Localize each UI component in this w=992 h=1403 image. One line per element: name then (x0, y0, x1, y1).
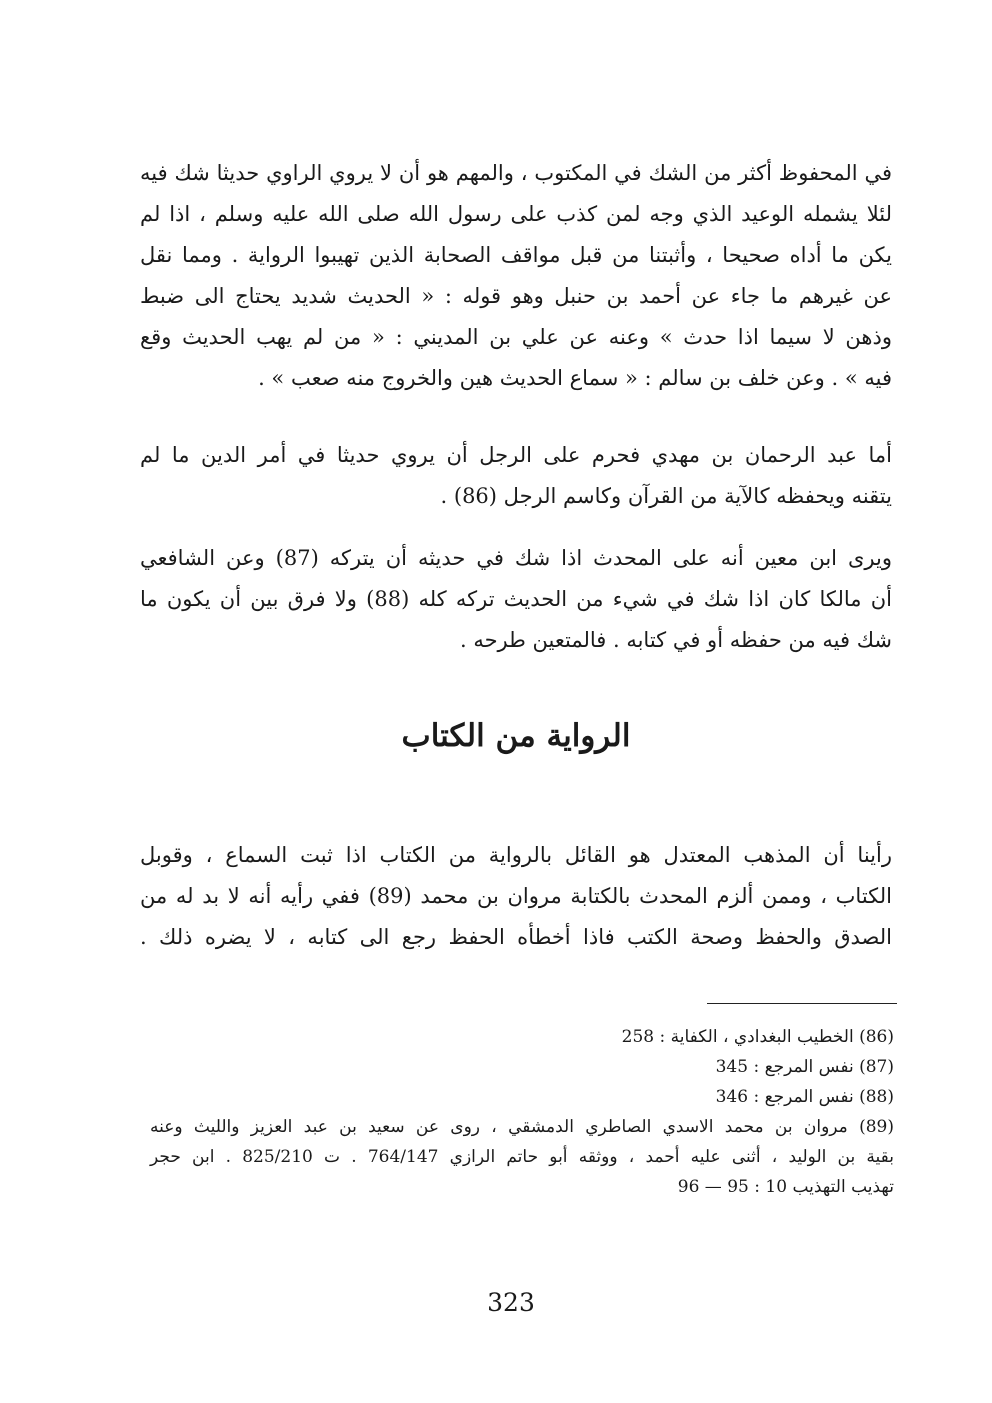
text-line: ويرى ابن معين أنه على المحدث اذا شك في حديثه أن يتركه (87) وعن الشافعي (140, 546, 892, 570)
text-line: لئلا يشمله الوعيد الذي وجه لمن كذب على رسول الله صلى الله عليه وسلم ، اذا لم (140, 202, 892, 226)
text-line: الصدق والحفظ وصحة الكتب فاذا أخطأه الحفظ رجع الى كتابه ، لا يضره ذلك . (140, 925, 892, 949)
footnote-89-continued: تهذيب التهذيب 10 : 95 — 96 (677, 1177, 894, 1197)
text-line: أما عبد الرحمان بن مهدي فحرم على الرجل أن يروي حديثا في أمر الدين ما لم (140, 443, 892, 467)
text-line: أن مالكا كان اذا شك في شيء من الحديث تركه كله (88) ولا فرق بين أن يكون ما (140, 587, 892, 611)
text-line: يتقنه ويحفظه كالآية من القرآن وكاسم الرجل (86) . (440, 484, 892, 508)
text-line: عن غيرهم ما جاء عن أحمد بن حنبل وهو قوله : « الحديث شديد يحتاج الى ضبط (140, 284, 892, 308)
text-line: وذهن لا سيما اذا حدث » وعنه عن علي بن المديني : « من لم يهب الحديث وقع (140, 325, 892, 349)
footnote-89-continued: بقية بن الوليد ، أثنى عليه أحمد ، ووثقه أبو حاتم الرازي 764/147 . ت 825/210 . ابن حجر (150, 1147, 894, 1167)
text-line: شك فيه من حفظه أو في كتابه . فالمتعين طرحه . (459, 628, 892, 652)
footnote-87: (87) نفس المرجع : 345 (715, 1057, 894, 1077)
footnotes (150, 1022, 894, 1202)
paragraph-1 (140, 153, 892, 399)
footnote-89: (89) مروان بن محمد الاسدي الصاطري الدمشقي ، روى عن سعيد بن عبد العزيز والليث وعنه (150, 1117, 894, 1137)
paragraph-2 (140, 435, 892, 517)
text-line: رأينا أن المذهب المعتدل هو القائل بالرواية من الكتاب اذا ثبت السماع ، وقوبل (140, 843, 892, 867)
paragraph-3 (140, 538, 892, 661)
footnote-divider (707, 1003, 897, 1004)
footnote-88: (88) نفس المرجع : 346 (715, 1087, 894, 1107)
section-heading: الرواية من الكتاب (401, 718, 631, 754)
text-line: في المحفوظ أكثر من الشك في المكتوب ، والمهم هو أن لا يروي الراوي حديثا شك فيه (140, 161, 892, 185)
page-number: 323 (487, 1288, 535, 1317)
text-line: الكتاب ، وممن ألزم المحدث بالكتابة مروان بن محمد (89) ففي رأيه أنه لا بد له من (140, 884, 892, 908)
text-line: فيه » . وعن خلف بن سالم : « سماع الحديث هين والخروج منه صعب » . (258, 366, 892, 390)
footnote-86: (86) الخطيب البغدادي ، الكفاية : 258 (621, 1027, 894, 1047)
text-line: يكن ما أداه صحيحا ، وأثبتنا من قبل مواقف الصحابة الذين تهيبوا الرواية . ومما نقل (140, 243, 892, 267)
paragraph-4 (140, 835, 892, 958)
